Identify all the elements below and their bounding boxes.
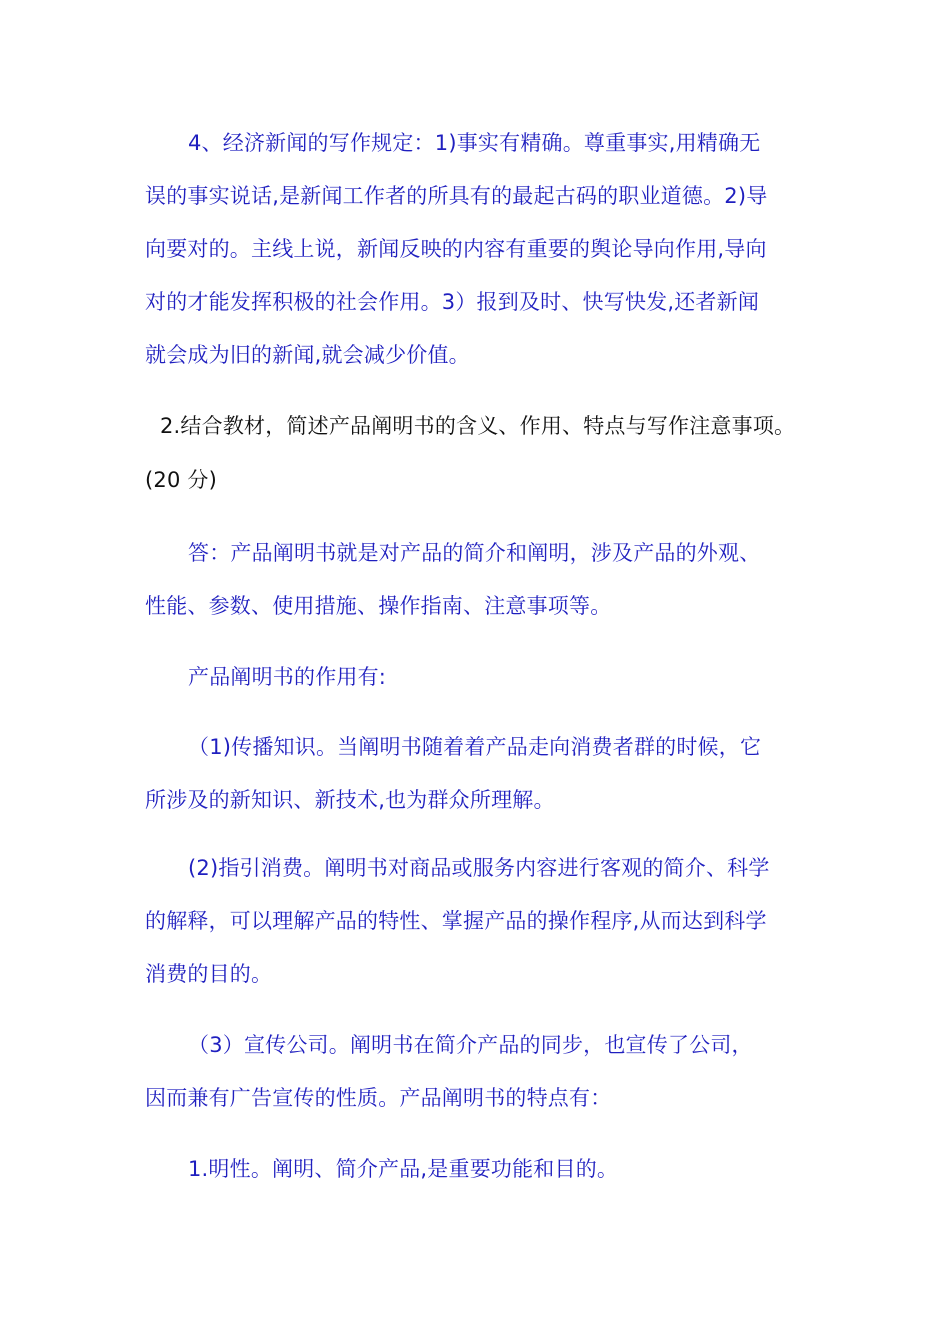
paragraph-line: 误的事实说话,是新闻工作者的所具有的最起古码的职业道德。2)导	[145, 184, 768, 208]
paragraph-line: 4、经济新闻的写作规定：1)事实有精确。尊重事实,用精确无	[188, 131, 761, 155]
answer-line: 性能、参数、使用措施、操作指南、注意事项等。	[145, 594, 612, 618]
list-item-line: （1)传播知识。当阐明书随着着产品走向消费者群的时候，它	[188, 735, 762, 759]
answer-line: 答：产品阐明书就是对产品的简介和阐明，涉及产品的外观、	[188, 541, 761, 565]
list-item-line: 消费的目的。	[145, 962, 273, 986]
paragraph-line: 向要对的。主线上说，新闻反映的内容有重要的舆论导向作用,导向	[145, 237, 767, 261]
section-heading: 产品阐明书的作用有:	[188, 665, 387, 689]
list-item-line: 所涉及的新知识、新技术,也为群众所理解。	[145, 788, 555, 812]
paragraph-line: 对的才能发挥积极的社会作用。3）报到及时、快写快发,还者新闻	[145, 290, 760, 314]
list-item-line: (2)指引消费。阐明书对商品或服务内容进行客观的简介、科学	[188, 856, 770, 880]
list-item-line: 1.明性。阐明、简介产品,是重要功能和目的。	[188, 1157, 619, 1181]
list-item-line: （3）宣传公司。阐明书在简介产品的同步，也宣传了公司，	[188, 1033, 753, 1057]
list-item-line: 的解释，可以理解产品的特性、掌握产品的操作程序,从而达到科学	[145, 909, 767, 933]
list-item-line: 因而兼有广告宣传的性质。产品阐明书的特点有：	[145, 1086, 612, 1110]
question-score: (20 分)	[145, 468, 217, 492]
question-heading: 2.结合教材，简述产品阐明书的含义、作用、特点与写作注意事项。	[160, 414, 796, 438]
paragraph-line: 就会成为旧的新闻,就会减少价值。	[145, 343, 470, 367]
